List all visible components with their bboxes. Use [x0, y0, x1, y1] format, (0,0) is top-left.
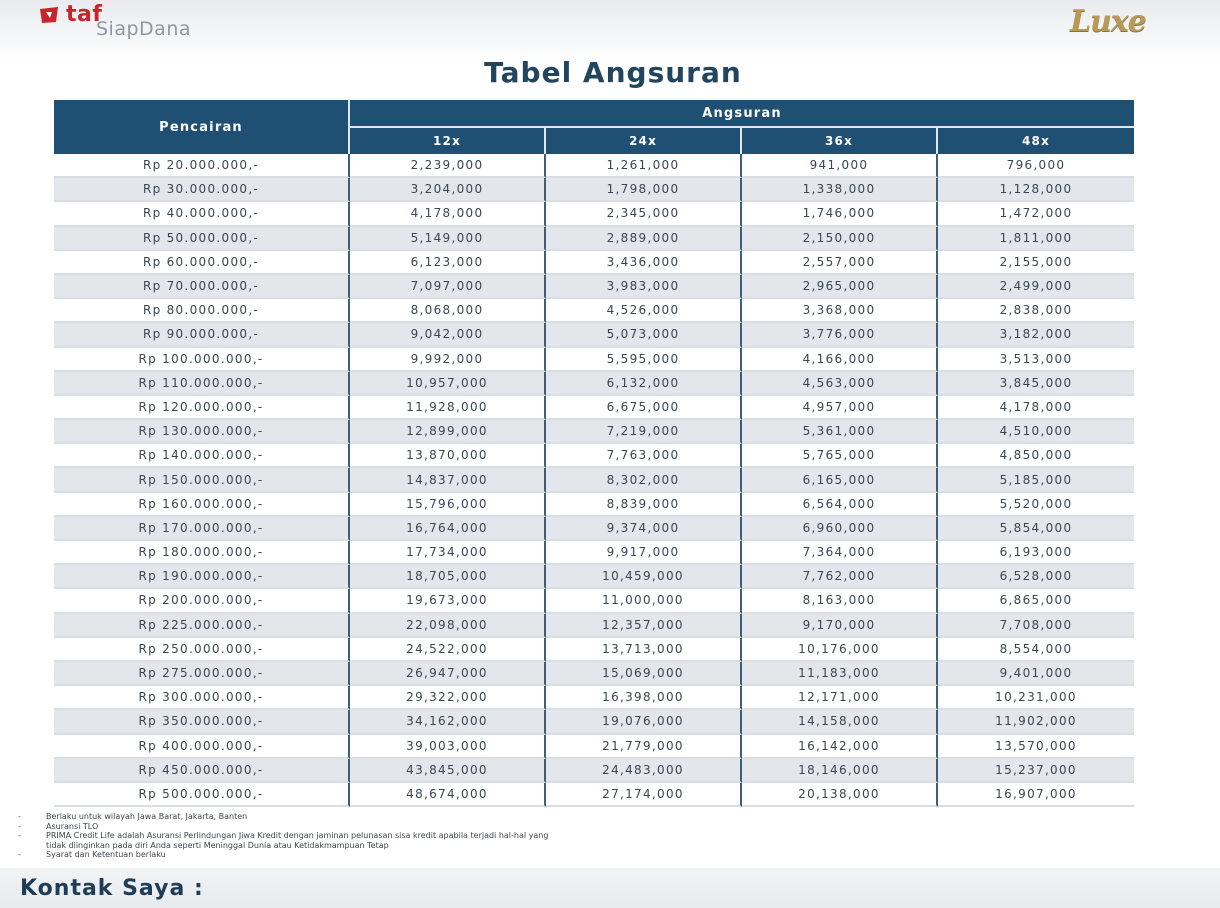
- table-row: [54, 614, 1134, 638]
- table-row: [54, 517, 1134, 541]
- installment-cell: 39,003,000: [350, 735, 546, 759]
- installment-cell: 4,957,000: [742, 396, 938, 420]
- installment-cell: 4,526,000: [546, 299, 742, 323]
- installment-cell: 9,917,000: [546, 541, 742, 565]
- installment-cell: 941,000: [742, 154, 938, 178]
- installment-cell: 48,674,000: [350, 783, 546, 807]
- installment-cell: 6,193,000: [938, 541, 1134, 565]
- table-row: [54, 783, 1134, 807]
- installment-cell: 3,436,000: [546, 251, 742, 275]
- installment-cell: 796,000: [938, 154, 1134, 178]
- table-row: [54, 468, 1134, 492]
- installment-cell: 1,746,000: [742, 202, 938, 226]
- installment-cell: 4,166,000: [742, 348, 938, 372]
- header-tenor-48: 48x: [938, 128, 1134, 154]
- installment-cell: 2,838,000: [938, 299, 1134, 323]
- table-row: [54, 275, 1134, 299]
- installment-cell: 19,673,000: [350, 589, 546, 613]
- pencairan-cell: Rp 170.000.000,-: [54, 517, 350, 541]
- pencairan-cell: Rp 275.000.000,-: [54, 662, 350, 686]
- installment-cell: 11,000,000: [546, 589, 742, 613]
- installment-cell: 5,149,000: [350, 227, 546, 251]
- terms-notes: [16, 812, 1216, 860]
- installment-cell: 4,510,000: [938, 420, 1134, 444]
- table-row: [54, 348, 1134, 372]
- installment-cell: 11,928,000: [350, 396, 546, 420]
- installment-cell: 2,889,000: [546, 227, 742, 251]
- note-item: tidak diinginkan pada diri Anda seperti Meninggal Dunia atau Ketidakmampuan Tetap: [46, 840, 389, 850]
- taf-logo-text: taf: [66, 2, 103, 27]
- installment-cell: 8,839,000: [546, 493, 742, 517]
- installment-cell: 1,338,000: [742, 178, 938, 202]
- installment-cell: 7,762,000: [742, 565, 938, 589]
- installment-cell: 3,776,000: [742, 323, 938, 347]
- installment-cell: 6,960,000: [742, 517, 938, 541]
- pencairan-cell: Rp 120.000.000,-: [54, 396, 350, 420]
- pencairan-cell: Rp 150.000.000,-: [54, 468, 350, 492]
- installment-cell: 8,163,000: [742, 589, 938, 613]
- table-row: [54, 396, 1134, 420]
- installment-cell: 11,183,000: [742, 662, 938, 686]
- pencairan-cell: Rp 90.000.000,-: [54, 323, 350, 347]
- installment-cell: 4,178,000: [350, 202, 546, 226]
- header-tenor-24: 24x: [546, 128, 742, 154]
- installment-cell: 1,811,000: [938, 227, 1134, 251]
- table-row: [54, 759, 1134, 783]
- pencairan-cell: Rp 350.000.000,-: [54, 710, 350, 734]
- installment-cell: 12,899,000: [350, 420, 546, 444]
- pencairan-cell: Rp 30.000.000,-: [54, 178, 350, 202]
- installment-cell: 8,068,000: [350, 299, 546, 323]
- installment-cell: 2,150,000: [742, 227, 938, 251]
- pencairan-cell: Rp 180.000.000,-: [54, 541, 350, 565]
- installment-cell: 9,992,000: [350, 348, 546, 372]
- installment-cell: 6,165,000: [742, 468, 938, 492]
- table-row: [54, 178, 1134, 202]
- table-row: [54, 202, 1134, 226]
- installment-cell: 26,947,000: [350, 662, 546, 686]
- header-pencairan: Pencairan: [54, 100, 350, 154]
- installment-cell: 10,459,000: [546, 565, 742, 589]
- table-row: [54, 662, 1134, 686]
- pencairan-cell: Rp 130.000.000,-: [54, 420, 350, 444]
- table-row: [54, 299, 1134, 323]
- installment-cell: 5,765,000: [742, 444, 938, 468]
- installment-cell: 6,123,000: [350, 251, 546, 275]
- pencairan-cell: Rp 250.000.000,-: [54, 638, 350, 662]
- pencairan-cell: Rp 40.000.000,-: [54, 202, 350, 226]
- installment-cell: 27,174,000: [546, 783, 742, 807]
- pencairan-cell: Rp 400.000.000,-: [54, 735, 350, 759]
- installment-cell: 34,162,000: [350, 710, 546, 734]
- pencairan-cell: Rp 200.000.000,-: [54, 589, 350, 613]
- pencairan-cell: Rp 300.000.000,-: [54, 686, 350, 710]
- table-row: [54, 154, 1134, 178]
- installment-cell: 3,368,000: [742, 299, 938, 323]
- taf-logo-icon: [38, 6, 60, 24]
- installment-cell: 2,239,000: [350, 154, 546, 178]
- note-item: - PRIMA Credit Life adalah Asuransi Perlindungan Jiwa Kredit dengan jaminan pelunasan sisa kredit apabila terjadi hal-hal yang: [16, 831, 1216, 841]
- pencairan-cell: Rp 160.000.000,-: [54, 493, 350, 517]
- pencairan-cell: Rp 100.000.000,-: [54, 348, 350, 372]
- table-row: [54, 323, 1134, 347]
- installment-cell: 1,798,000: [546, 178, 742, 202]
- installment-cell: 14,837,000: [350, 468, 546, 492]
- installment-cell: 6,865,000: [938, 589, 1134, 613]
- table-row: [54, 251, 1134, 275]
- table-row: [54, 541, 1134, 565]
- installment-cell: 15,796,000: [350, 493, 546, 517]
- pencairan-cell: Rp 110.000.000,-: [54, 372, 350, 396]
- installment-cell: 9,170,000: [742, 614, 938, 638]
- installment-cell: 43,845,000: [350, 759, 546, 783]
- installment-cell: 14,158,000: [742, 710, 938, 734]
- top-header: [0, 0, 1220, 60]
- installment-cell: 7,097,000: [350, 275, 546, 299]
- installment-cell: 5,361,000: [742, 420, 938, 444]
- table-row: [54, 735, 1134, 759]
- installment-cell: 7,364,000: [742, 541, 938, 565]
- installment-cell: 2,557,000: [742, 251, 938, 275]
- pencairan-cell: Rp 450.000.000,-: [54, 759, 350, 783]
- installment-cell: 7,763,000: [546, 444, 742, 468]
- installment-cell: 12,171,000: [742, 686, 938, 710]
- installment-cell: 2,965,000: [742, 275, 938, 299]
- installment-cell: 16,398,000: [546, 686, 742, 710]
- pencairan-cell: Rp 80.000.000,-: [54, 299, 350, 323]
- table-row: [54, 638, 1134, 662]
- installment-cell: 21,779,000: [546, 735, 742, 759]
- installment-cell: 1,472,000: [938, 202, 1134, 226]
- installment-cell: 17,734,000: [350, 541, 546, 565]
- pencairan-cell: Rp 60.000.000,-: [54, 251, 350, 275]
- installment-cell: 9,042,000: [350, 323, 546, 347]
- installment-cell: 16,142,000: [742, 735, 938, 759]
- table-body: [54, 154, 1134, 807]
- installment-cell: 6,528,000: [938, 565, 1134, 589]
- installment-cell: 6,132,000: [546, 372, 742, 396]
- installment-cell: 15,069,000: [546, 662, 742, 686]
- installment-cell: 29,322,000: [350, 686, 546, 710]
- pencairan-cell: Rp 190.000.000,-: [54, 565, 350, 589]
- installment-cell: 3,513,000: [938, 348, 1134, 372]
- installment-cell: 6,675,000: [546, 396, 742, 420]
- installment-cell: 15,237,000: [938, 759, 1134, 783]
- installment-cell: 10,176,000: [742, 638, 938, 662]
- installment-cell: 12,357,000: [546, 614, 742, 638]
- installment-cell: 6,564,000: [742, 493, 938, 517]
- installment-cell: 5,595,000: [546, 348, 742, 372]
- note-item: - Berlaku untuk wilayah Jawa Barat, Jakarta, Banten: [16, 812, 1216, 822]
- installment-cell: 13,713,000: [546, 638, 742, 662]
- table-row: [54, 493, 1134, 517]
- installment-cell: 11,902,000: [938, 710, 1134, 734]
- header-tenor-36: 36x: [742, 128, 938, 154]
- luxe-brand-logo: Luxe: [1070, 4, 1146, 39]
- installment-cell: 3,182,000: [938, 323, 1134, 347]
- note-item: - Syarat dan Ketentuan berlaku: [16, 850, 1216, 860]
- installment-cell: 24,522,000: [350, 638, 546, 662]
- installment-cell: 5,185,000: [938, 468, 1134, 492]
- pencairan-cell: Rp 70.000.000,-: [54, 275, 350, 299]
- installment-cell: 5,854,000: [938, 517, 1134, 541]
- installment-cell: 1,261,000: [546, 154, 742, 178]
- installment-cell: 5,073,000: [546, 323, 742, 347]
- contact-label: Kontak Saya :: [20, 876, 204, 901]
- installment-table: [54, 100, 1134, 807]
- table-row: [54, 227, 1134, 251]
- installment-cell: 10,957,000: [350, 372, 546, 396]
- installment-cell: 19,076,000: [546, 710, 742, 734]
- pencairan-cell: Rp 20.000.000,-: [54, 154, 350, 178]
- installment-cell: 1,128,000: [938, 178, 1134, 202]
- pencairan-cell: Rp 140.000.000,-: [54, 444, 350, 468]
- installment-cell: 18,705,000: [350, 565, 546, 589]
- installment-cell: 16,764,000: [350, 517, 546, 541]
- installment-cell: 20,138,000: [742, 783, 938, 807]
- installment-cell: 13,870,000: [350, 444, 546, 468]
- installment-cell: 8,302,000: [546, 468, 742, 492]
- table-row: [54, 589, 1134, 613]
- table-row: [54, 420, 1134, 444]
- pencairan-cell: Rp 225.000.000,-: [54, 614, 350, 638]
- installment-cell: 3,983,000: [546, 275, 742, 299]
- installment-cell: 7,219,000: [546, 420, 742, 444]
- installment-table-container: [54, 100, 1134, 807]
- header-tenor-12: 12x: [350, 128, 546, 154]
- table-row: [54, 444, 1134, 468]
- installment-cell: 22,098,000: [350, 614, 546, 638]
- table-row: [54, 565, 1134, 589]
- installment-cell: 24,483,000: [546, 759, 742, 783]
- table-row: [54, 710, 1134, 734]
- installment-cell: 13,570,000: [938, 735, 1134, 759]
- installment-cell: 8,554,000: [938, 638, 1134, 662]
- installment-cell: 9,401,000: [938, 662, 1134, 686]
- installment-cell: 3,845,000: [938, 372, 1134, 396]
- installment-cell: 3,204,000: [350, 178, 546, 202]
- pencairan-cell: Rp 500.000.000,-: [54, 783, 350, 807]
- installment-cell: 10,231,000: [938, 686, 1134, 710]
- installment-cell: 7,708,000: [938, 614, 1134, 638]
- table-row: [54, 686, 1134, 710]
- page-title: Tabel Angsuran: [484, 56, 742, 89]
- installment-cell: 18,146,000: [742, 759, 938, 783]
- installment-cell: 2,345,000: [546, 202, 742, 226]
- header-angsuran: Angsuran: [350, 100, 1134, 128]
- installment-cell: 5,520,000: [938, 493, 1134, 517]
- installment-cell: 2,499,000: [938, 275, 1134, 299]
- installment-cell: 2,155,000: [938, 251, 1134, 275]
- installment-cell: 4,563,000: [742, 372, 938, 396]
- table-row: [54, 372, 1134, 396]
- pencairan-cell: Rp 50.000.000,-: [54, 227, 350, 251]
- installment-cell: 4,850,000: [938, 444, 1134, 468]
- siapdana-logo-text: SiapDana: [96, 18, 192, 40]
- installment-cell: 4,178,000: [938, 396, 1134, 420]
- installment-cell: 16,907,000: [938, 783, 1134, 807]
- note-item: - Asuransi TLO: [16, 822, 1216, 832]
- installment-cell: 9,374,000: [546, 517, 742, 541]
